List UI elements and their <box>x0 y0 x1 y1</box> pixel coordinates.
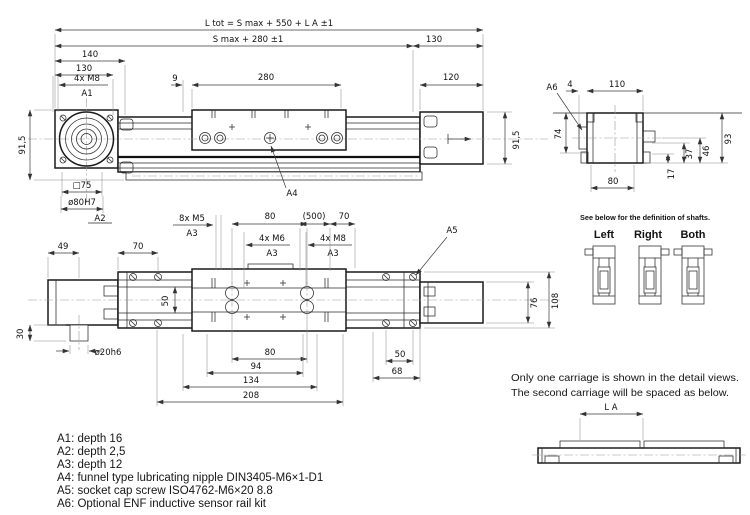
dim-46: 46 <box>702 145 712 157</box>
carriage-spacing <box>511 373 746 463</box>
note-a5: A5: socket cap screw ISO4762-M6×20 8.8 <box>57 485 273 497</box>
shaft-definitions <box>580 215 712 304</box>
gearbox-block-plan <box>48 280 118 325</box>
dim-70-right: 70 <box>338 212 350 222</box>
dim-80-endview: 80 <box>607 177 619 187</box>
label-4xm8: 4x M8 <box>74 74 100 84</box>
dim-smax: S max + 280 ±1 <box>212 35 284 45</box>
label-a4: A4 <box>286 189 298 199</box>
dim-square-75: □75 <box>72 181 92 191</box>
shaft-thumb-both <box>674 246 712 304</box>
dim-9: 9 <box>172 74 178 84</box>
dim-134: 134 <box>242 376 260 386</box>
shaft-stub-both-left <box>674 249 682 255</box>
dim-130-right: 130 <box>425 35 443 45</box>
note-a4: A4: funnel type lubricating nipple DIN3405-M6×1-D1 <box>57 472 324 484</box>
note-a2: A2: depth 2,5 <box>57 446 126 458</box>
label-a3-m6: A3 <box>266 249 278 259</box>
spacing-carriage-1 <box>560 441 640 448</box>
side-tab <box>643 131 655 142</box>
dim-110: 110 <box>608 80 626 90</box>
label-a3-rail: A3 <box>186 229 198 239</box>
carriage-note-line2: The second carriage will be spaced as below. <box>511 388 729 399</box>
dim-30: 30 <box>16 328 26 340</box>
dim-76: 76 <box>530 297 540 309</box>
dim-17: 17 <box>667 168 677 180</box>
shaft-stub-both-right <box>704 249 712 255</box>
dim-108: 108 <box>551 292 561 310</box>
dim-total-length: L tot = S max + 550 + L A ±1 <box>204 19 334 29</box>
dim-37: 37 <box>685 148 695 160</box>
dim-500: (500) <box>302 212 326 222</box>
dim-140: 140 <box>81 50 99 60</box>
dim-shaft-20h6: ø20h6 <box>94 348 122 358</box>
note-a1: A1: depth 16 <box>57 433 123 445</box>
shaft-variant-left: Left <box>593 229 615 241</box>
label-a5: A5 <box>446 226 458 236</box>
dim-4: 4 <box>567 80 573 90</box>
dim-208: 208 <box>242 391 260 401</box>
shaft-stub-left <box>585 249 593 255</box>
end-view <box>546 80 742 192</box>
side-view <box>18 19 548 224</box>
note-a3: A3: depth 12 <box>57 459 123 471</box>
dim-height-right: 91,5 <box>512 130 522 150</box>
dim-height-left: 91,5 <box>18 135 28 155</box>
dim-280: 280 <box>257 73 275 83</box>
end-block-plan <box>420 282 483 323</box>
plan-view <box>16 212 561 406</box>
shaft-thumb-right <box>639 246 669 304</box>
label-4xm8-plan: 4x M8 <box>320 234 346 244</box>
dim-la: L A <box>604 403 618 413</box>
dim-bore-80h7: ø80H7 <box>68 198 96 208</box>
dim-120: 120 <box>442 73 460 83</box>
dim-80-bottom: 80 <box>264 348 276 358</box>
label-a6: A6 <box>546 83 558 93</box>
carriage-note-line1: Only one carriage is shown in the detail views. <box>511 373 739 384</box>
shaft-thumb-left <box>585 246 615 304</box>
end-block-side <box>420 112 483 164</box>
shaft-variant-right: Right <box>633 229 663 241</box>
label-a1: A1 <box>81 89 93 99</box>
label-a3-m8: A3 <box>327 249 339 259</box>
dim-49: 49 <box>57 242 69 252</box>
dim-93: 93 <box>724 133 734 145</box>
dim-80-top: 80 <box>264 212 276 222</box>
shaft-definitions-caption: See below for the definition of shafts. <box>580 215 711 222</box>
note-a6: A6: Optional ENF inductive sensor rail kit <box>57 498 267 510</box>
dim-94: 94 <box>250 362 262 372</box>
dim-68: 68 <box>391 367 403 377</box>
spacing-carriage-2 <box>644 441 724 448</box>
dim-70-left: 70 <box>132 242 144 252</box>
dim-130-left: 130 <box>75 64 93 74</box>
label-4xm6: 4x M6 <box>259 234 285 244</box>
label-a2: A2 <box>94 214 106 224</box>
shaft-variant-both: Both <box>680 229 706 241</box>
notes-block <box>57 433 323 510</box>
label-8xm5: 8x M5 <box>179 214 205 224</box>
shaft-stub-right <box>661 249 669 255</box>
dim-50-right: 50 <box>394 350 406 360</box>
spacing-rail <box>538 448 740 463</box>
dim-74: 74 <box>554 128 564 140</box>
dim-50-slot: 50 <box>161 295 171 307</box>
